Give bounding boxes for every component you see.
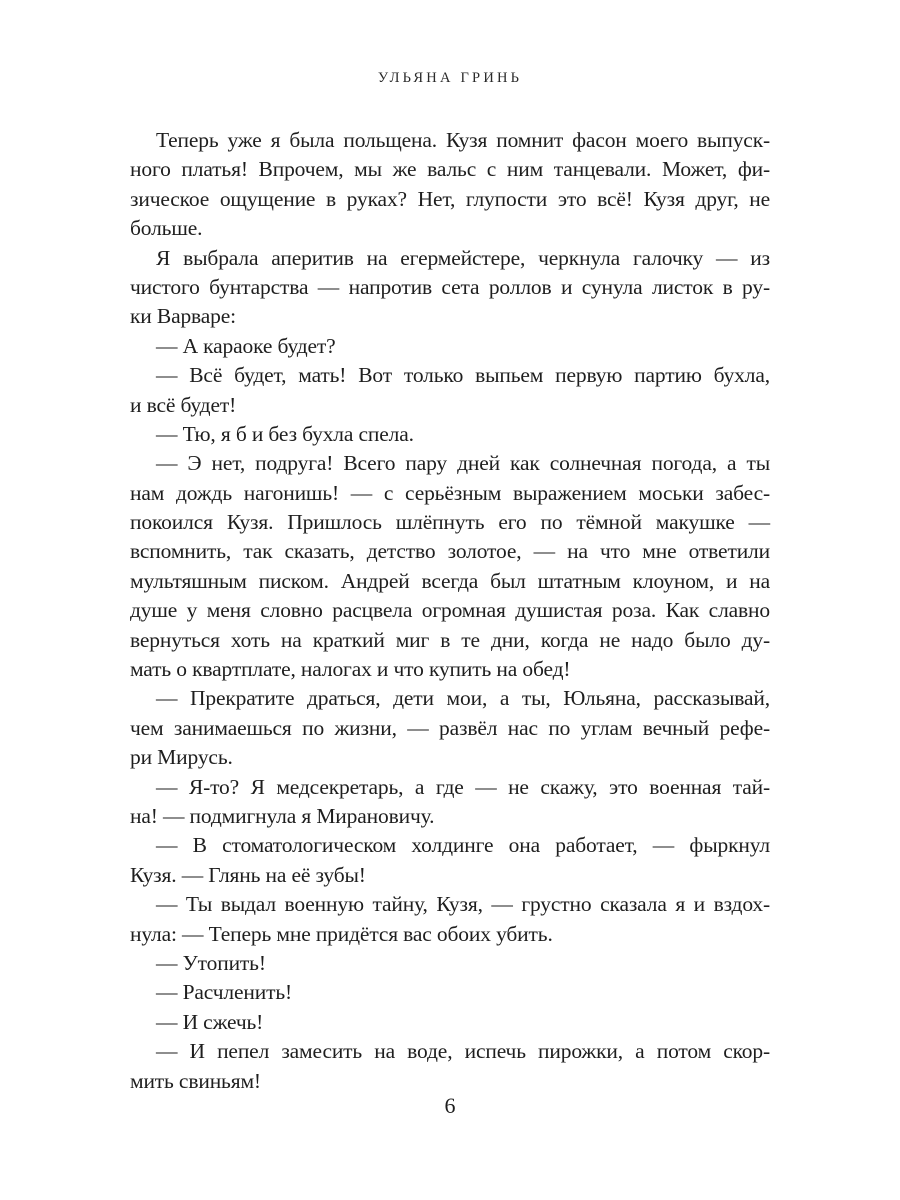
text-line: Кузя. — Глянь на её зубы! (130, 862, 366, 887)
running-head: УЛЬЯНА ГРИНЬ (377, 70, 523, 86)
text-line: нула: — Теперь мне придётся вас обоих убить. (130, 921, 553, 946)
text-line: мать о квартплате, налогах и что купить на обед! (130, 657, 571, 682)
text-line: чистого бунтарства — напротив сета роллов и сунула листок в ру- (130, 274, 770, 299)
text-line: чем занимаешься по жизни, — развёл нас по углам вечный рефе- (130, 715, 770, 740)
text-line: больше. (130, 216, 203, 241)
text-line: покоился Кузя. Пришлось шлёпнуть его по тёмной макушке — (130, 510, 770, 535)
text-line: — Тю, я б и без бухла спела. (156, 421, 414, 446)
text-line: — И сжечь! (156, 1009, 264, 1034)
text-line: мультяшным писком. Андрей всегда был штатным клоуном, и на (130, 568, 770, 593)
text-line: Я выбрала аперитив на егермейстере, черкнула галочку — из (156, 245, 770, 270)
page-number: 6 (444, 1093, 456, 1118)
text-line: вернуться хоть на краткий миг в те дни, когда не надо было ду- (130, 627, 770, 652)
text-line: ри Мирусь. (130, 745, 233, 770)
text-line: — В стоматологическом холдинге она работает, — фыркнул (156, 833, 770, 858)
text-line: ного платья! Впрочем, мы же вальс с ним танцевали. Может, фи- (130, 157, 770, 182)
text-line: — Утопить! (156, 950, 266, 975)
body-text (130, 126, 770, 1096)
text-line: — И пепел замесить на воде, испечь пирожки, а потом скор- (156, 1039, 770, 1064)
text-line: — Всё будет, мать! Вот только выпьем первую партию бухла, (156, 363, 770, 388)
text-line: ки Варваре: (130, 304, 236, 329)
text-line: — А караоке будет? (156, 333, 336, 358)
text-line: и всё будет! (130, 392, 237, 417)
text-line: Теперь уже я была польщена. Кузя помнит фасон моего выпуск- (156, 128, 770, 152)
text-line: душе у меня словно расцвела огромная душистая роза. Как славно (130, 598, 770, 623)
text-line: — Э нет, подруга! Всего пару дней как солнечная погода, а ты (156, 451, 770, 476)
text-line: нам дождь нагонишь! — с серьёзным выражением моськи забес- (130, 480, 770, 505)
text-line: мить свиньям! (130, 1068, 261, 1093)
text-line: вспомнить, так сказать, детство золотое, — на что мне ответили (130, 539, 770, 564)
text-line: зическое ощущение в руках? Нет, глупости это всё! Кузя друг, не (130, 186, 770, 211)
text-line: — Прекратите драться, дети мои, а ты, Юльяна, рассказывай, (156, 686, 770, 711)
text-line: — Ты выдал военную тайну, Кузя, — грустно сказала я и вздох- (156, 892, 770, 917)
text-line: — Я-то? Я медсекретарь, а где — не скажу, это военная тай- (156, 774, 770, 799)
text-line: — Расчленить! (156, 980, 292, 1005)
text-line: на! — подмигнула я Мирановичу. (130, 803, 435, 828)
